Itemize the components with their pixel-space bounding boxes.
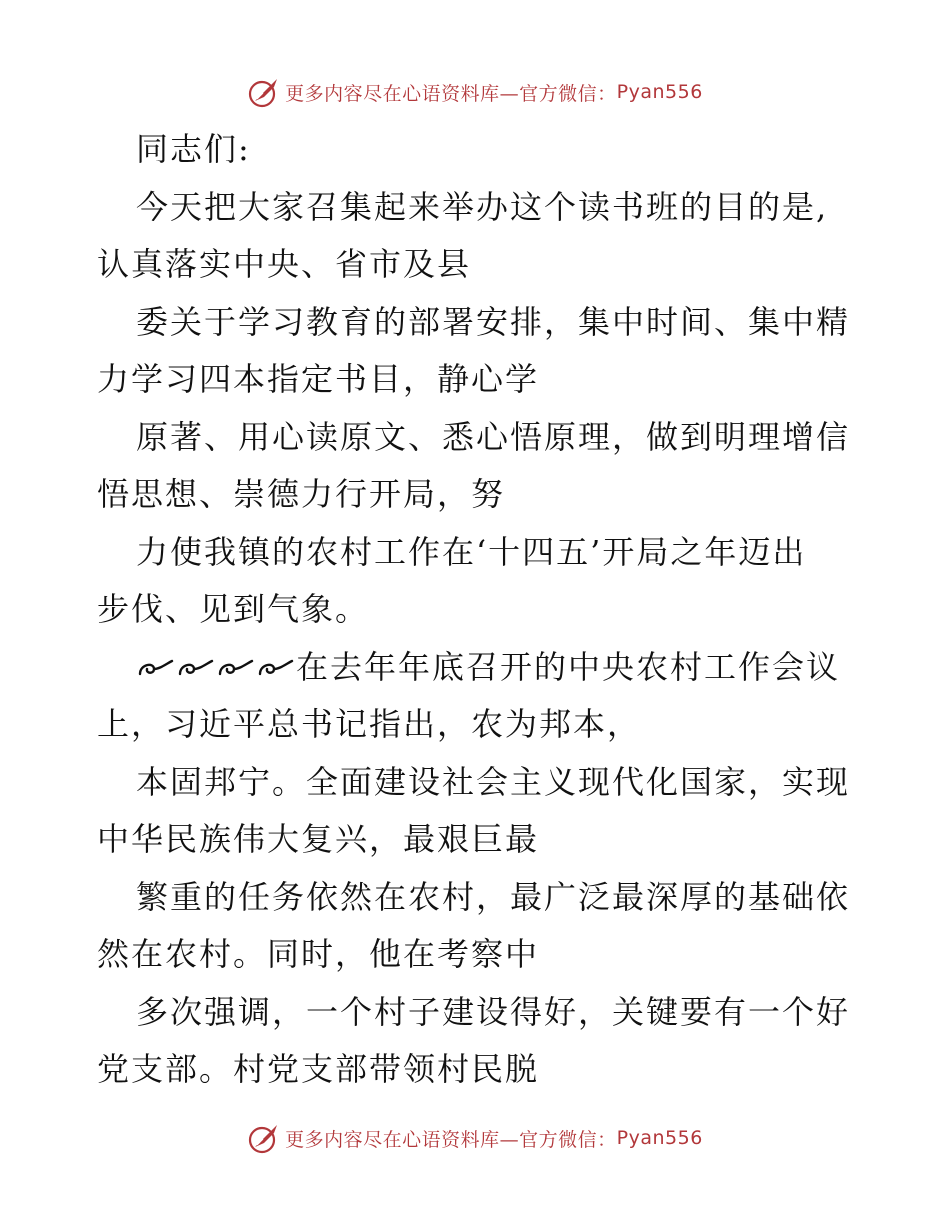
ornament-icon: [136, 656, 176, 680]
watermark-wechat-id: Pyan556: [616, 1127, 703, 1149]
ornament-icon: [176, 656, 216, 680]
text-line: 步伐、见到气象。: [97, 590, 370, 628]
watermark-wechat-id: Pyan556: [616, 81, 703, 103]
quill-logo-icon: [247, 1121, 281, 1155]
ornament-line: [97, 639, 857, 697]
text-line: 今天把大家召集起来举办这个读书班的目的是,: [136, 187, 829, 226]
watermark-text: 更多内容尽在心语资料库—官方微信：: [285, 1128, 617, 1151]
watermark-text: 更多内容尽在心语资料库—官方微信：: [285, 82, 617, 105]
text-line: 本固邦宁。全面建设社会主义现代化国家，实现: [136, 762, 851, 801]
text-line: 悟思想、崇德力行开局，努: [97, 475, 506, 513]
text-line: 上，习近平总书记指出，农为邦本，: [97, 705, 642, 743]
quill-logo-icon: [247, 75, 281, 109]
text-line: 同志们:: [136, 130, 251, 168]
ornament-icon: [256, 656, 296, 680]
ornament-icon: [216, 656, 256, 680]
text-line: 在去年年底召开的中央农村工作会议: [296, 647, 841, 686]
text-line: 原著、用心读原文、悉心悟原理，做到明理增信: [136, 417, 851, 456]
text-line: 力使我镇的农村工作在‘十四五’开局之年迈出: [136, 532, 807, 571]
text-line: 多次强调，一个村子建设得好，关键要有一个好: [136, 992, 851, 1031]
text-line: 认真落实中央、省市及县: [97, 245, 472, 283]
text-line: 中华民族伟大复兴，最艰巨最: [97, 820, 540, 858]
text-line: 党支部。村党支部带领村民脱: [97, 1050, 540, 1088]
text-line: 然在农村。同时，他在考察中: [97, 935, 540, 973]
text-line: 力学习四本指定书目，静心学: [97, 360, 540, 398]
text-line: 繁重的任务依然在农村，最广泛最深厚的基础依: [136, 877, 851, 916]
header-watermark: [0, 72, 950, 112]
text-line: 委关于学习教育的部署安排，集中时间、集中精: [136, 302, 851, 341]
footer-watermark: [0, 1118, 950, 1158]
document-body: [97, 121, 857, 1099]
